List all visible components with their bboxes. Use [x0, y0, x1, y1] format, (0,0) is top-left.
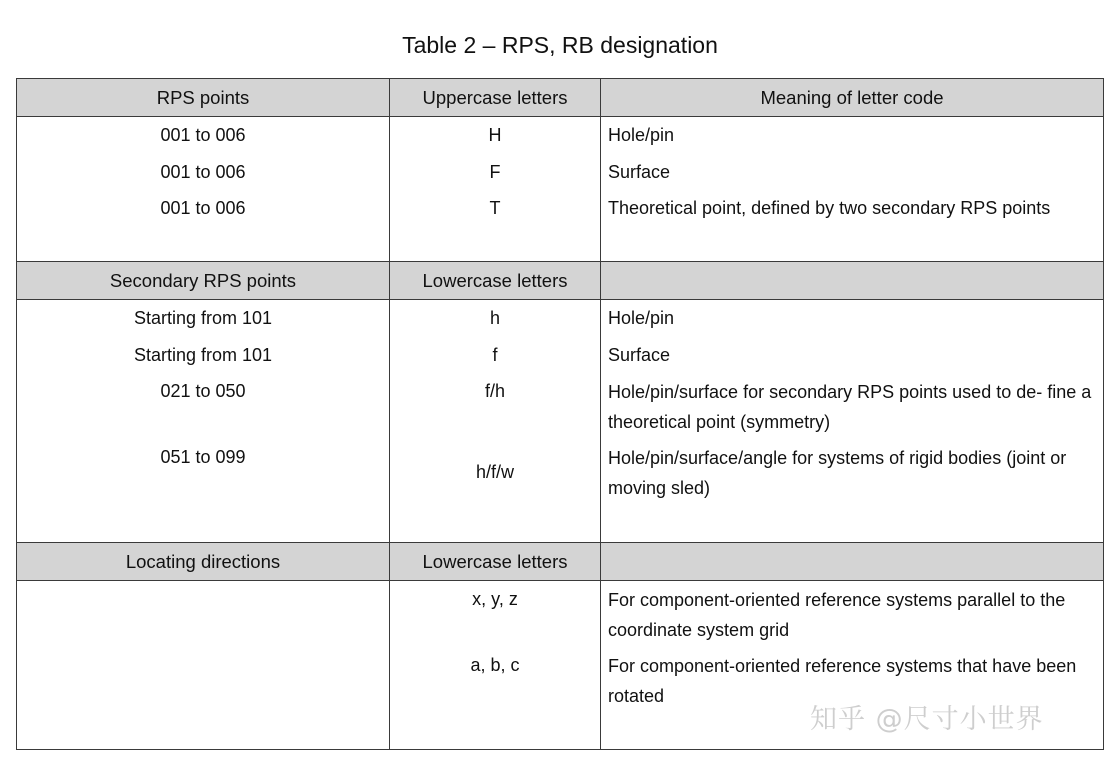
- cell-text: H: [488, 125, 502, 145]
- designation-table: [16, 78, 1104, 750]
- cell-text: h: [489, 308, 500, 328]
- cell-text: Surface: [608, 161, 671, 182]
- body-cell: [17, 117, 390, 262]
- header-cell: Locating directions: [17, 543, 390, 581]
- table-title: Table 2 – RPS, RB designation: [402, 32, 718, 58]
- section-header-rps-points: [17, 79, 1104, 117]
- cell-text: x, y, z: [472, 589, 518, 609]
- section-body-secondary-rps: [17, 300, 1104, 543]
- watermark: 知乎 @尺寸小世界: [810, 704, 1044, 735]
- cell-text: f/h: [484, 381, 505, 401]
- section-header-secondary-rps: [17, 262, 1104, 300]
- cell-text: [17, 585, 389, 651]
- cell-text: Hole/pin: [608, 308, 675, 328]
- cell-text: 051 to 099: [160, 447, 246, 467]
- section-header-locating-directions: [17, 543, 1104, 581]
- cell-text: For component-oriented reference systems parallel to the coordinate system grid: [608, 590, 1066, 640]
- cell-text: 021 to 050: [160, 381, 246, 401]
- cell-text: Starting from 101: [133, 344, 273, 365]
- body-cell: [601, 117, 1104, 262]
- header-cell: Uppercase letters: [390, 79, 601, 117]
- cell-text: f: [492, 344, 498, 365]
- cell-text: Hole/pin/surface/angle for systems of rigid bodies (joint or moving sled): [608, 448, 1067, 498]
- cell-text: Starting from 101: [133, 308, 273, 328]
- header-cell: Lowercase letters: [390, 543, 601, 581]
- body-cell: [601, 300, 1104, 543]
- body-cell: [17, 581, 390, 750]
- header-cell: [601, 543, 1104, 581]
- cell-text: Surface: [608, 344, 671, 365]
- cell-text: h/f/w: [475, 462, 514, 482]
- body-cell: [17, 300, 390, 543]
- cell-text: Theoretical point, defined by two secondary RPS points: [608, 198, 1051, 218]
- body-cell: [390, 117, 601, 262]
- cell-text: T: [489, 198, 501, 218]
- cell-text: 001 to 006: [160, 125, 246, 145]
- section-body-rps-points: [17, 117, 1104, 262]
- header-cell: RPS points: [17, 79, 390, 117]
- header-cell: Secondary RPS points: [17, 262, 390, 300]
- header-cell: Lowercase letters: [390, 262, 601, 300]
- cell-text: a, b, c: [470, 655, 520, 675]
- cell-text: F: [489, 161, 501, 182]
- header-cell: [601, 262, 1104, 300]
- cell-text: 001 to 006: [160, 198, 246, 218]
- cell-text: Hole/pin: [608, 125, 675, 145]
- body-cell: [390, 581, 601, 750]
- body-cell: [390, 300, 601, 543]
- cell-text: 001 to 006: [160, 161, 246, 182]
- cell-text: For component-oriented reference systems that have been rotated: [608, 656, 1077, 706]
- header-cell: Meaning of letter code: [601, 79, 1104, 117]
- cell-text: Hole/pin/surface for secondary RPS points used to de- fine a theoretical point (symmetry): [608, 382, 1092, 432]
- cell-text: [17, 651, 389, 688]
